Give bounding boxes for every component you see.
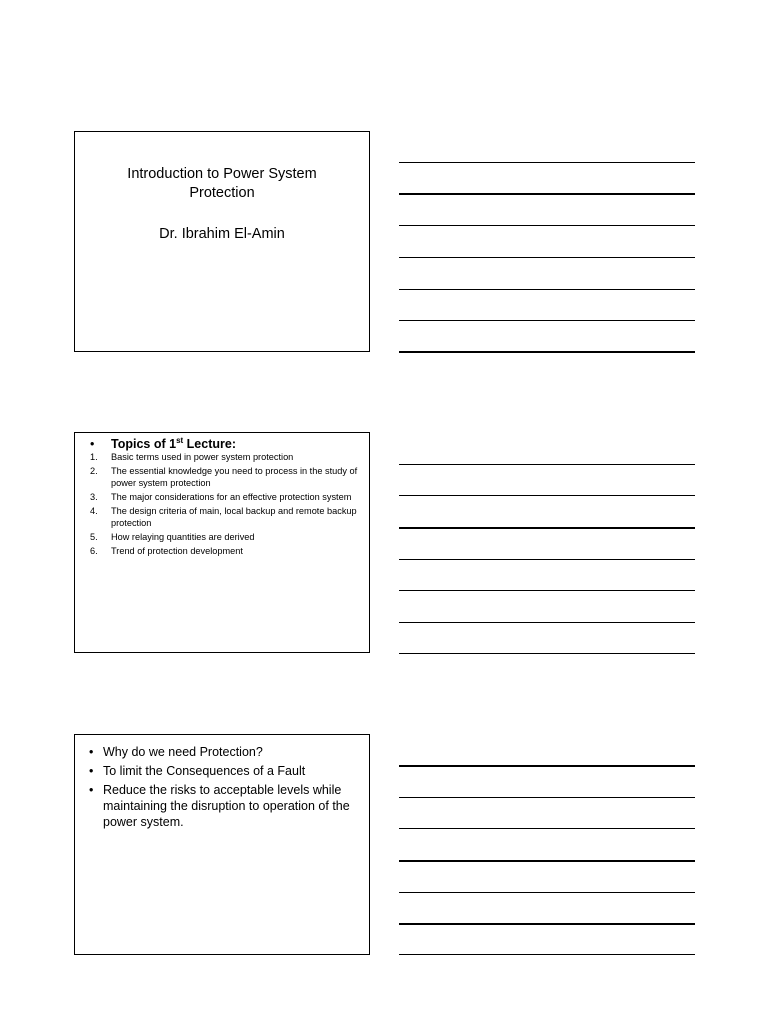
note-line bbox=[399, 954, 695, 955]
note-line bbox=[399, 860, 695, 862]
note-line bbox=[399, 162, 695, 163]
note-line bbox=[399, 653, 695, 654]
note-line bbox=[399, 527, 695, 529]
note-line bbox=[399, 225, 695, 226]
item-number: 1. bbox=[90, 452, 98, 462]
list-item bbox=[90, 465, 361, 490]
slide-3-bullet-list bbox=[89, 744, 359, 833]
bullet: • bbox=[89, 783, 94, 797]
list-item bbox=[90, 451, 361, 463]
item-number: 5. bbox=[90, 531, 98, 542]
heading-prefix: Topics of 1 bbox=[111, 437, 177, 452]
bullet: • bbox=[89, 764, 94, 778]
slide-1-author: Dr. Ibrahim El-Amin bbox=[159, 226, 285, 242]
slide-3 bbox=[74, 734, 370, 955]
notes-area-3 bbox=[399, 734, 695, 955]
slide-1 bbox=[74, 131, 370, 352]
heading-superscript: st bbox=[176, 436, 184, 445]
note-line bbox=[399, 590, 695, 591]
list-item bbox=[89, 782, 359, 830]
bullet: • bbox=[89, 745, 94, 759]
item-number: 2. bbox=[90, 465, 98, 476]
bullet: • bbox=[90, 437, 95, 452]
list-item bbox=[90, 531, 361, 543]
notes-area-1 bbox=[399, 131, 695, 352]
item-text: The design criteria of main, local backup and remote backup protection bbox=[111, 505, 357, 528]
item-text: Reduce the risks to acceptable levels while maintaining the disruption to operation of the power system. bbox=[103, 783, 350, 829]
item-text: How relaying quantities are derived bbox=[111, 531, 255, 542]
item-number: 3. bbox=[90, 491, 98, 502]
slide-2-heading bbox=[90, 436, 236, 451]
note-line bbox=[399, 923, 695, 925]
note-line bbox=[399, 828, 695, 829]
notes-area-2 bbox=[399, 432, 695, 653]
note-line bbox=[399, 495, 695, 496]
item-text: Basic terms used in power system protection bbox=[111, 452, 294, 462]
note-line bbox=[399, 257, 695, 258]
heading-suffix: Lecture: bbox=[183, 437, 236, 452]
note-line bbox=[399, 892, 695, 893]
note-line bbox=[399, 320, 695, 321]
item-text: The major considerations for an effective protection system bbox=[111, 491, 352, 502]
item-text: Trend of protection development bbox=[111, 545, 243, 556]
note-line bbox=[399, 765, 695, 767]
item-number: 4. bbox=[90, 505, 98, 516]
item-text: Why do we need Protection? bbox=[103, 745, 263, 759]
note-line bbox=[399, 797, 695, 798]
slide-2 bbox=[74, 432, 370, 653]
item-text: The essential knowledge you need to process in the study of power system protection bbox=[111, 465, 358, 489]
list-item bbox=[89, 763, 359, 779]
note-line bbox=[399, 464, 695, 465]
slide-1-title-line-2: Protection bbox=[189, 185, 255, 201]
item-number: 6. bbox=[90, 545, 98, 556]
note-line bbox=[399, 289, 695, 290]
list-item bbox=[89, 744, 359, 760]
note-line bbox=[399, 193, 695, 195]
note-line bbox=[399, 622, 695, 623]
list-item bbox=[90, 491, 361, 503]
item-text: To limit the Consequences of a Fault bbox=[103, 764, 306, 778]
list-item bbox=[90, 505, 361, 530]
note-line bbox=[399, 351, 695, 353]
slide-1-title-block bbox=[75, 165, 369, 244]
slide-2-topic-list bbox=[90, 451, 361, 558]
list-item bbox=[90, 545, 361, 557]
slide-1-title-line-1: Introduction to Power System bbox=[127, 166, 317, 182]
note-line bbox=[399, 559, 695, 560]
